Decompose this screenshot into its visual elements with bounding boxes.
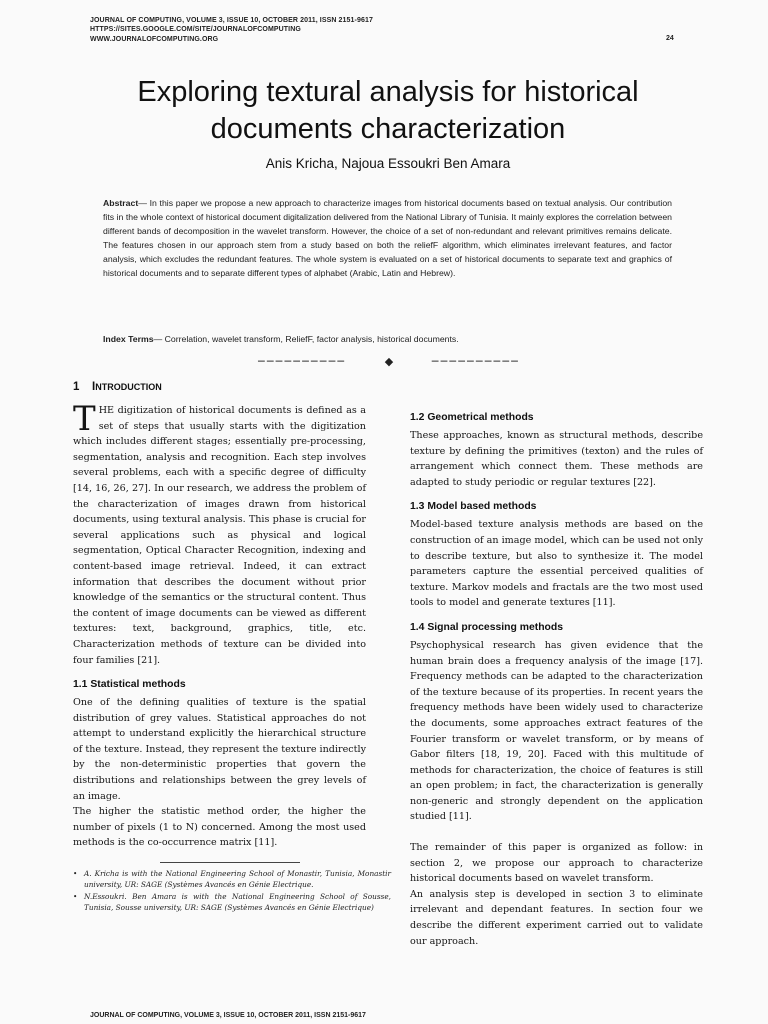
geometrical-paragraph: These approaches, known as structural methods, describe texture by defining the primitives (texton) and the rules of arrangement which connect them. These methods are adapted to study periodic or regular textures [22].: [410, 430, 703, 488]
abstract-text: — In this paper we propose a new approach to characterize images from historical documents based on textual analysis. Our contribution fits in the whole context of historical document digitalization delivered from the National Library of Tunisia. It mainly explores the correlation between different bands of decomposition in the wavelet transform. However, the choice of a set of non-redundant and relevant primitives remains delicate. The features chosen in our approach stem from a study based on both the reliefF algorithm, which eliminates irrelevant features, and factor analysis, which excludes the redundant features. The whole system is evaluated on a set of historical documents to separate text and graphics of historical documents and to separate different types of alphabet (Arabic, Latin and Hebrew).: [103, 198, 672, 279]
analysis-paragraph: An analysis step is developed in section 3 to eliminate irrelevant and dependant features. In section four we describe the different experiment carried out to validate our approach.: [410, 888, 703, 947]
subsection-heading-statistical: 1.1 Statistical methods: [73, 679, 186, 691]
abstract: [103, 196, 672, 281]
intro-paragraph-text: HE digitization of historical documents is defined as a set of steps that usually starts with the digitization which includes different stages; essentially pre-processing, segmentation, analysis and recognition. Each step involves several problems, each with a specific degree of difficulty [14, 16, 26, 27]. In our research, we address the problem of the characterization of images drawn from historical documents, using textural analysis. This phase is crucial for several applications such as physical and logical segmentation, Optical Character Recognition, indexing and content-based image retrieval. Indeed, it can extract information that describes the document without prior knowledge of the semantics or the structural content. Thus the content of image documents can be viewed as different textures: text, background, graphics, title, etc. Characterization methods of texture can be divided into four families [21].: [73, 405, 366, 666]
index-terms-text: — Correlation, wavelet transform, ReliefF, factor analysis, historical documents.: [153, 334, 459, 344]
paper-title-line-1: Exploring textural analysis for historical: [137, 76, 639, 108]
journal-site-link[interactable]: HTTPS://SITES.GOOGLE.COM/SITE/JOURNALOFCOMPUTING: [90, 26, 301, 34]
model-based-paragraph: Model-based texture analysis methods are based on the construction of an image model, which can be used not only to describe texture, but also to synthesize it. The model parameters capture the essential perceived qualities of texture. Markov models and fractals are the two most used tools to model and generate textures [11].: [410, 519, 703, 609]
journal-www-link[interactable]: WWW.JOURNALOFCOMPUTING.ORG: [90, 35, 219, 43]
index-terms: [103, 332, 672, 346]
paper-title-line-2: documents characterization: [210, 113, 566, 145]
section-heading-introduction: [73, 378, 366, 396]
footer-journal-line: JOURNAL OF COMPUTING, VOLUME 3, ISSUE 10, OCTOBER 2011, ISSN 2151-9617: [90, 1012, 366, 1019]
subsection-heading-model-based: 1.3 Model based methods: [410, 501, 537, 513]
page-footer: [90, 1011, 366, 1020]
footnotes: [73, 869, 391, 915]
paper-authors: Anis Kricha, Najoua Essoukri Ben Amara: [265, 156, 511, 171]
journal-header: [90, 16, 373, 44]
divider-dashes-left: ──────────: [258, 354, 347, 368]
page-number: 24: [666, 35, 674, 42]
bullet-icon: •: [73, 869, 78, 878]
section-title-initial: I: [92, 381, 96, 393]
signal-processing-paragraph: Psychophysical research has given evidence that the human brain does a frequency analysis of the image [17]. Frequency methods can be adapted to the characterization of the texture because of its properties. In recent years the frequency methods have been widely used to characterize the documents, some approaches extract features of the Fourier transform or wavelet transform, or by means of Gabor filters [18, 19, 20]. Faced with this multitude of methods for characterization, the choice of features is still an open problem; in fact, the characterization is generally non-generic and strongly dependent on the application studied [11].: [410, 639, 703, 823]
intro-paragraph: [73, 399, 366, 668]
journal-header-line: JOURNAL OF COMPUTING, VOLUME 3, ISSUE 10, OCTOBER 2011, ISSN 2151-9617: [90, 17, 373, 24]
section-number: 1: [73, 381, 80, 393]
organization-paragraph: The remainder of this paper is organized as follow: in section 2, we propose our approach to characterize historical documents based on wavelet transform.: [410, 842, 703, 885]
bullet-icon: •: [73, 891, 78, 901]
paper-title: [70, 74, 706, 148]
section-title-rest: NTRODUCTION: [95, 382, 162, 392]
index-terms-label: Index Terms: [103, 334, 154, 344]
paragraph-gap: [410, 825, 703, 840]
drop-cap: T: [73, 399, 96, 439]
footnote-rule: [160, 862, 300, 863]
diamond-icon: ◆: [384, 354, 394, 368]
subsection-heading-signal-processing: 1.4 Signal processing methods: [410, 621, 564, 633]
section-divider: [258, 352, 520, 370]
statistical-paragraph-2: The higher the statistic method order, the higher the number of pixels (1 to N) concerned. Among the most used methods is the co-occurrence matrix [11].: [73, 806, 366, 849]
footnote-item: [73, 869, 391, 891]
footnote-item: [73, 892, 391, 914]
right-column: [410, 410, 703, 949]
subsection-heading-geometrical: 1.2 Geometrical methods: [410, 412, 534, 423]
footnote-text: N.Essoukri. Ben Amara is with the National Engineering School of Sousse, Tunisia, Sousse university, UR: SAGE (Systèmes Avancés en Génie Electrique): [84, 891, 391, 912]
footnote-text: A. Kricha is with the National Engineering School of Monastir, Tunisia, Monastir university, UR: SAGE (Systèmes Avancés en Génie Electrique.: [84, 869, 391, 889]
abstract-label: Abstract: [103, 198, 139, 208]
divider-dashes-right: ──────────: [431, 354, 520, 368]
left-column: [73, 378, 366, 851]
statistical-paragraph-1: One of the defining qualities of texture is the spatial distribution of grey values. Statistical approaches do not attempt to understand explicitly the hierarchical structure of the texture. Instead, they represent the texture indirectly by the non-deterministic properties that govern the distributions and relationships between the grey levels of an image.: [73, 697, 366, 802]
